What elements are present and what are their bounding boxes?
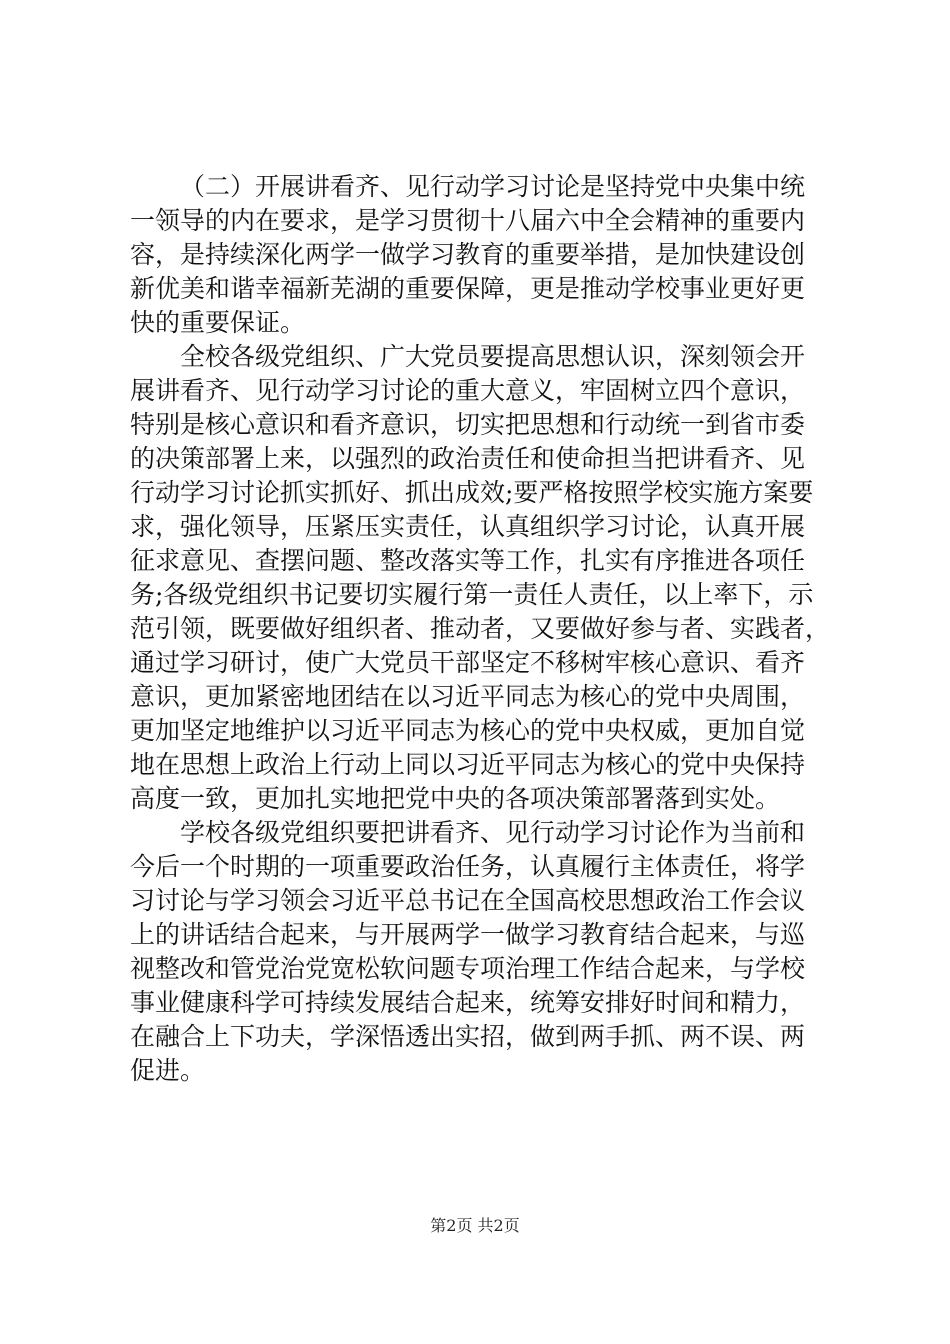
paragraph-3 xyxy=(130,816,830,1088)
paragraph-line: 快的重要保证。 xyxy=(130,308,306,337)
document-body xyxy=(130,170,830,1088)
paragraph-line: 高度一致，更加扎实地把党中央的各项决策部署落到实处。 xyxy=(130,784,781,813)
paragraph-line: 促进。 xyxy=(130,1056,206,1085)
paragraph-line: 意识，更加紧密地团结在以习近平同志为核心的党中央周围， xyxy=(130,682,806,711)
paragraph-line: 地在思想上政治上行动上同以习近平同志为核心的党中央保持 xyxy=(130,750,806,779)
paragraph-line: 务;各级党组织书记要切实履行第一责任人责任，以上率下，示 xyxy=(130,580,814,609)
paragraph-line: 求，强化领导，压紧压实责任，认真组织学习讨论，认真开展 xyxy=(130,512,806,541)
paragraph-line: 今后一个时期的一项重要政治任务，认真履行主体责任，将学 xyxy=(130,852,806,881)
paragraph-line: 更加坚定地维护以习近平同志为核心的党中央权威，更加自觉 xyxy=(130,716,806,745)
paragraph-line: 在融合上下功夫，学深悟透出实招，做到两手抓、两不误、两 xyxy=(130,1022,806,1051)
paragraph-line: （二）开展讲看齐、见行动学习讨论是坚持党中央集中统 xyxy=(180,172,806,201)
paragraph-line: 征求意见、查摆问题、整改落实等工作，扎实有序推进各项任 xyxy=(130,546,806,575)
paragraph-1 xyxy=(130,170,830,340)
paragraph-line: 范引领，既要做好组织者、推动者，又要做好参与者、实践者， xyxy=(130,614,830,643)
page-footer xyxy=(0,1216,950,1236)
paragraph-line: 习讨论与学习领会习近平总书记在全国高校思想政治工作会议 xyxy=(130,886,806,915)
paragraph-line: 学校各级党组织要把讲看齐、见行动学习讨论作为当前和 xyxy=(180,818,806,847)
paragraph-line: 一领导的内在要求，是学习贯彻十八届六中全会精神的重要内 xyxy=(130,206,806,235)
paragraph-line: 通过学习研讨，使广大党员干部坚定不移树牢核心意识、看齐 xyxy=(130,648,806,677)
paragraph-line: 全校各级党组织、广大党员要提高思想认识，深刻领会开 xyxy=(180,342,806,371)
paragraph-line: 的决策部署上来，以强烈的政治责任和使命担当把讲看齐、见 xyxy=(130,444,806,473)
paragraph-line: 上的讲话结合起来，与开展两学一做学习教育结合起来，与巡 xyxy=(130,920,806,949)
paragraph-line: 展讲看齐、见行动学习讨论的重大意义，牢固树立四个意识， xyxy=(130,376,806,405)
paragraph-line: 视整改和管党治党宽松软问题专项治理工作结合起来，与学校 xyxy=(130,954,806,983)
paragraph-line: 容，是持续深化两学一做学习教育的重要举措，是加快建设创 xyxy=(130,240,806,269)
paragraph-line: 事业健康科学可持续发展结合起来，统筹安排好时间和精力， xyxy=(130,988,806,1017)
page-number-label: 第2页 共2页 xyxy=(430,1216,520,1235)
paragraph-2 xyxy=(130,340,830,816)
paragraph-line: 新优美和谐幸福新芜湖的重要保障，更是推动学校事业更好更 xyxy=(130,274,806,303)
paragraph-line: 特别是核心意识和看齐意识，切实把思想和行动统一到省市委 xyxy=(130,410,806,439)
paragraph-line: 行动学习讨论抓实抓好、抓出成效;要严格按照学校实施方案要 xyxy=(130,478,814,507)
